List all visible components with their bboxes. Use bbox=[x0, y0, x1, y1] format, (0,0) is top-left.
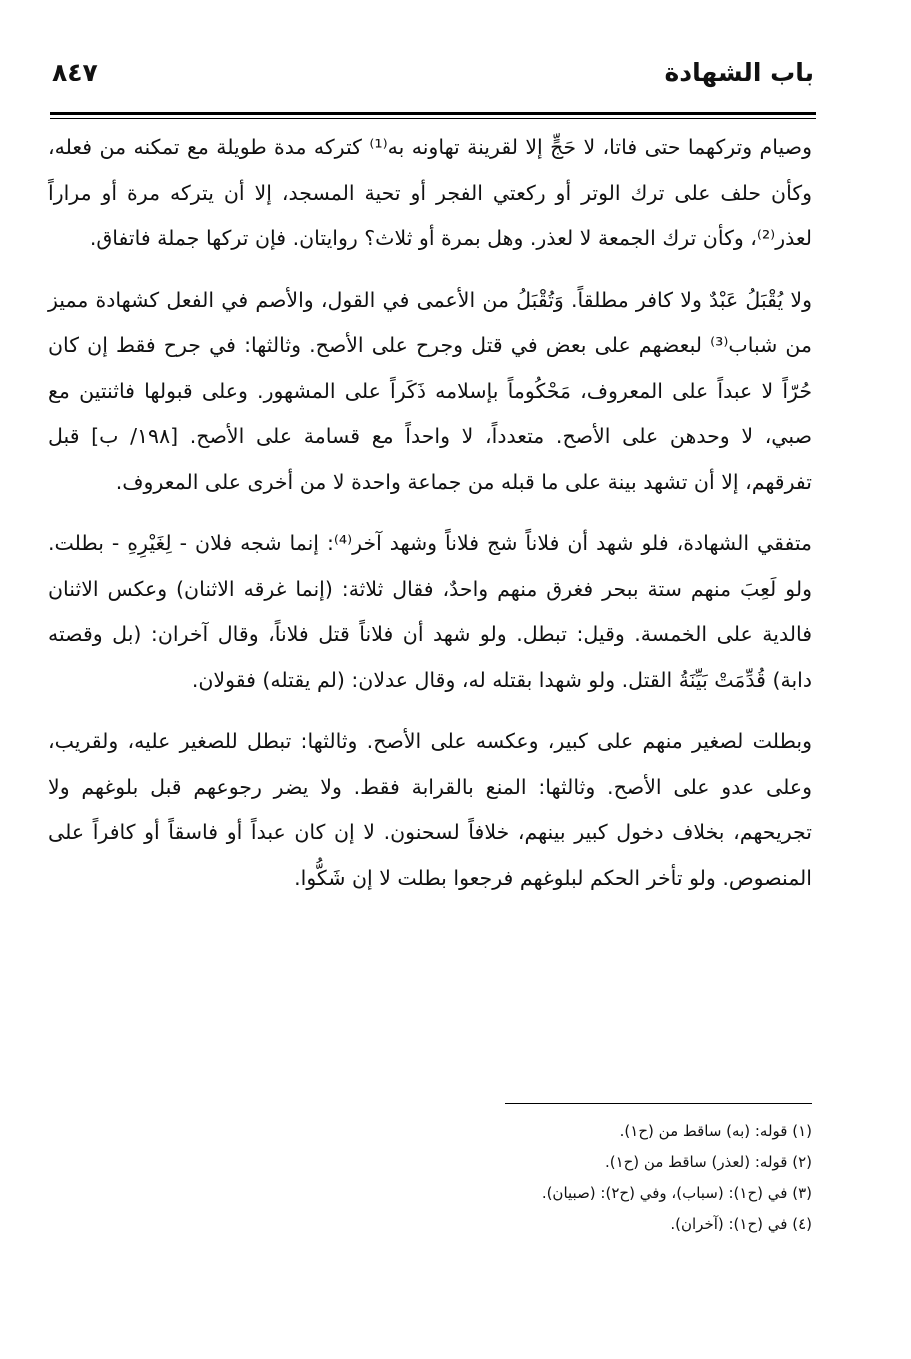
main-text bbox=[48, 125, 812, 917]
footnotes bbox=[380, 1116, 812, 1240]
footnote-2: (٢) قوله: (لعذر) ساقط من (ح١). bbox=[604, 1153, 812, 1171]
paragraph-2: ولا يُقْبَلُ عَبْدٌ ولا كافر مطلقاً. وَتُقْبَلُ من الأعمى في القول، والأصم في الفعل كشهادة مميز من شباب⁽³⁾ لبعضهم على بعض في قتل وجرح على الأصح. وثالثها: في جرح فقط إن كان حُرّاً لا عبداً على المعروف، مَحْكُوماً بإسلامه ذَكَراً على المشهور. وعلى قبولها فاثنتين مع صبي، لا وحدهن على الأصح. متعدداً، لا واحداً مع قسامة على الأصح. [١٩٨/ ب] قبل تفرقهم، إلا أن تشهد بينة على ما قبله من جماعة واحدة لا من أخرى على المعروف. bbox=[48, 287, 813, 494]
header-rule-thick bbox=[50, 112, 816, 115]
paragraph-4: وبطلت لصغير منهم على كبير، وعكسه على الأصح. وثالثها: تبطل للصغير عليه، ولقريب، وعلى عدو على الأصح. وثالثها: المنع بالقرابة فقط. ولا يضر رجوعهم قبل بلوغهم ولا تجريحهم، بخلاف دخول كبير بينهم، خلافاً لسحنون. لا إن كان عبداً أو فاسقاً أو كافراً على المنصوص. ولو تأخر الحكم لبلوغهم فرجعوا بطلت لا إن شَكُّوا. bbox=[48, 729, 812, 890]
paragraph-1: وصيام وتركهما حتى فاتا، لا حَجٍّ إلا لقرينة تهاونه به⁽¹⁾ كتركه مدة طويلة مع تمكنه من فعله، وكأن حلف على ترك الوتر أو ركعتي الفجر أو تحية المسجد، إلا أن يتركه مرة أو مراراً لعذر⁽²⁾، وكأن ترك الجمعة لا لعذر. وهل بمرة أو ثلاث؟ روايتان. فإن تركها جملة فاتفاق. bbox=[48, 135, 812, 250]
page-number: ٨٤٧ bbox=[52, 58, 98, 87]
paragraph-3: متفقي الشهادة، فلو شهد أن فلاناً شج فلاناً وشهد آخر⁽⁴⁾: إنما شجه فلان - لِغَيْرِهِ - بطلت. ولو لَعِبَ منهم ستة ببحر فغرق منهم واحدٌ، فقال ثلاثة: (إنما غرقه الاثنان) وعكس الاثنان فالدية على الخمسة. وقيل: تبطل. ولو شهد أن فلاناً قتل فلاناً، وقال آخران: (بل وقصته دابة) قُدِّمَتْ بَيِّنَةُ القتل. ولو شهدا بقتله له، وقال عدلان: (لم يقتله) فقولان. bbox=[48, 531, 812, 692]
footnote-4: (٤) في (ح١): (آخران). bbox=[670, 1215, 812, 1233]
footnote-1: (١) قوله: (به) ساقط من (ح١). bbox=[619, 1122, 812, 1140]
running-title: باب الشهادة bbox=[664, 58, 814, 87]
footnote-separator bbox=[505, 1103, 812, 1104]
page-header bbox=[52, 48, 814, 104]
footnote-3: (٣) في (ح١): (سباب)، وفي (ح٢): (صبيان). bbox=[541, 1184, 812, 1202]
header-rule-thin bbox=[50, 118, 816, 119]
